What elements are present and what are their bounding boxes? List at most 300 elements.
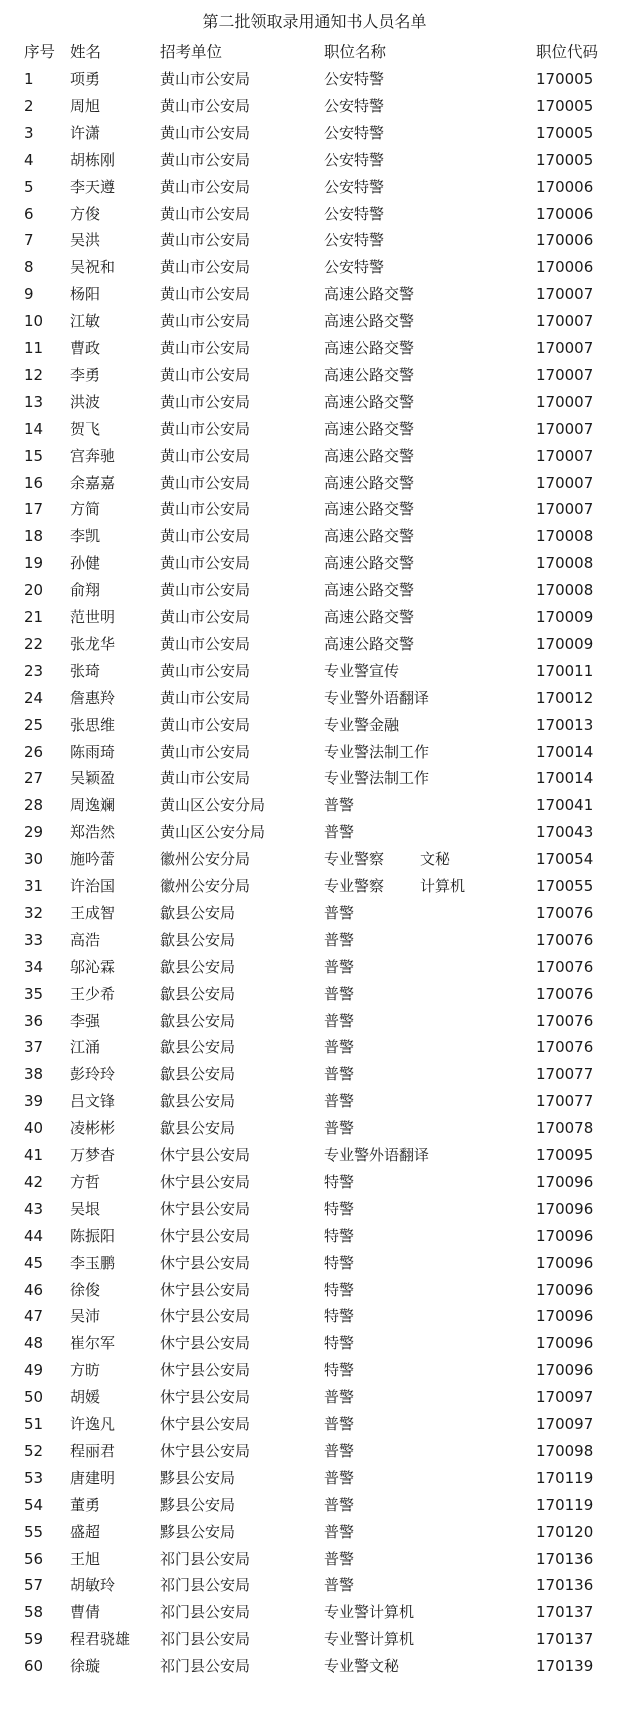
row-position: 特警 (324, 1226, 355, 1245)
row-unit: 休宁县公安局 (160, 1415, 251, 1433)
row-unit: 休宁县公安局 (160, 1388, 251, 1407)
row-name: 许治国 (70, 877, 116, 895)
row-unit: 黄山市公安局 (160, 742, 251, 761)
table-row (0, 982, 629, 1009)
row-index: 3 (24, 123, 34, 142)
table-row (0, 1573, 629, 1600)
row-name: 吴垠 (70, 1199, 101, 1218)
row-code: 170006 (536, 204, 594, 223)
row-unit: 黄山市公安局 (160, 500, 251, 519)
table-row (0, 578, 629, 605)
row-name: 范世明 (70, 608, 116, 626)
row-position: 特警 (324, 1253, 355, 1272)
row-index: 22 (24, 634, 44, 653)
row-unit: 祁门县公安局 (160, 1657, 251, 1676)
row-position: 专业警外语翻译 (324, 1146, 430, 1164)
row-position: 高速公路交警 (324, 634, 415, 653)
row-index: 52 (24, 1441, 44, 1460)
row-index: 2 (24, 96, 34, 115)
row-name: 施吟蕾 (70, 850, 116, 869)
row-position: 高速公路交警 (324, 527, 415, 546)
row-index: 12 (24, 365, 44, 384)
row-position: 普警 (324, 903, 355, 922)
row-code: 170077 (536, 1092, 594, 1111)
row-code: 170096 (536, 1199, 594, 1218)
row-code: 170095 (536, 1146, 594, 1164)
row-unit: 休宁县公安局 (160, 1334, 251, 1353)
row-unit: 黄山市公安局 (160, 70, 251, 88)
row-index: 53 (24, 1468, 44, 1487)
row-name: 徐俊 (70, 1280, 101, 1299)
row-index: 40 (24, 1119, 44, 1138)
table-row (0, 67, 629, 94)
table-row (0, 336, 629, 363)
row-index: 7 (24, 231, 34, 250)
row-position: 公安特警 (324, 231, 385, 250)
row-code: 170076 (536, 930, 594, 949)
row-code: 170076 (536, 903, 594, 922)
row-position: 普警 (324, 1011, 355, 1030)
row-position: 普警 (324, 1415, 355, 1433)
row-name: 杨阳 (70, 285, 101, 304)
document-title: 第二批领取录用通知书人员名单 (202, 12, 427, 31)
table-row (0, 1197, 629, 1224)
row-name: 俞翔 (70, 581, 101, 600)
row-unit: 休宁县公安局 (160, 1172, 251, 1191)
row-code: 170009 (536, 608, 594, 626)
row-position: 高速公路交警 (324, 339, 415, 357)
row-code: 170005 (536, 123, 594, 142)
row-position: 公安特警 (324, 204, 385, 223)
row-position: 普警 (324, 1468, 355, 1487)
row-code: 170009 (536, 634, 594, 653)
row-code: 170076 (536, 1038, 594, 1057)
table-row (0, 1466, 629, 1493)
row-unit: 歙县公安局 (160, 1092, 236, 1111)
row-position: 普警 (324, 1092, 355, 1111)
row-position: 专业警外语翻译 (324, 688, 430, 707)
row-code: 170007 (536, 419, 594, 438)
row-index: 19 (24, 554, 44, 573)
table-row (0, 202, 629, 229)
row-code: 170043 (536, 823, 594, 842)
table-row (0, 740, 629, 767)
row-unit: 黄山市公安局 (160, 150, 251, 169)
row-name: 吴祝和 (70, 258, 116, 277)
row-name: 吴洪 (70, 231, 101, 250)
row-index: 47 (24, 1307, 44, 1326)
row-name: 洪波 (70, 392, 101, 411)
row-code: 170137 (536, 1630, 594, 1649)
row-position: 专业警察 (324, 877, 385, 895)
row-name: 王少希 (70, 984, 116, 1003)
row-position: 专业警法制工作 (324, 742, 430, 761)
header-position: 职位名称 (324, 43, 387, 61)
row-index: 24 (24, 688, 44, 707)
row-unit: 黄山市公安局 (160, 123, 251, 142)
row-name: 胡媛 (70, 1388, 101, 1407)
row-code: 170119 (536, 1468, 594, 1487)
table-row (0, 847, 629, 874)
row-name: 李强 (70, 1011, 101, 1030)
row-unit: 黄山市公安局 (160, 688, 251, 707)
row-name: 江敏 (70, 312, 101, 331)
row-name: 李凯 (70, 527, 101, 546)
row-position: 特警 (324, 1361, 355, 1380)
row-name: 胡栋刚 (70, 150, 116, 169)
row-position: 高速公路交警 (324, 392, 415, 411)
row-code: 170041 (536, 796, 594, 815)
table-row (0, 444, 629, 471)
row-index: 26 (24, 742, 44, 761)
row-name: 吴颖盈 (70, 769, 116, 788)
row-code: 170054 (536, 850, 594, 869)
row-unit: 黟县公安局 (160, 1495, 236, 1514)
row-position: 专业警计算机 (324, 1603, 415, 1622)
row-name: 方简 (70, 500, 101, 519)
row-index: 39 (24, 1092, 44, 1111)
table-row (0, 1170, 629, 1197)
row-unit: 休宁县公安局 (160, 1253, 251, 1272)
row-position: 高速公路交警 (324, 446, 415, 465)
row-code: 170137 (536, 1603, 594, 1622)
row-name: 余嘉嘉 (70, 473, 116, 492)
row-index: 60 (24, 1657, 44, 1676)
row-name: 宫奔驰 (70, 446, 116, 465)
row-index: 44 (24, 1226, 44, 1245)
row-unit: 黄山市公安局 (160, 634, 251, 653)
row-position: 普警 (324, 1576, 355, 1595)
row-position: 普警 (324, 1065, 355, 1084)
row-unit: 祁门县公安局 (160, 1576, 251, 1595)
row-index: 16 (24, 473, 44, 492)
row-code: 170096 (536, 1361, 594, 1380)
row-code: 170006 (536, 258, 594, 277)
row-code: 170077 (536, 1065, 594, 1084)
table-row (0, 713, 629, 740)
table-row (0, 955, 629, 982)
header-code: 职位代码 (536, 43, 599, 61)
row-name: 吕文锋 (70, 1092, 116, 1111)
row-position: 高速公路交警 (324, 500, 415, 519)
row-code: 170096 (536, 1172, 594, 1191)
row-index: 35 (24, 984, 44, 1003)
row-index: 10 (24, 312, 44, 331)
row-position: 普警 (324, 1522, 355, 1541)
table-row (0, 309, 629, 336)
row-code: 170012 (536, 688, 594, 707)
row-code: 170007 (536, 312, 594, 331)
table-row (0, 605, 629, 632)
row-unit: 黄山市公安局 (160, 527, 251, 546)
table-row (0, 1035, 629, 1062)
row-unit: 黄山市公安局 (160, 769, 251, 788)
row-name: 陈振阳 (70, 1226, 116, 1245)
row-unit: 黄山市公安局 (160, 473, 251, 492)
row-code: 170055 (536, 877, 594, 895)
row-name: 徐璇 (70, 1657, 101, 1676)
row-index: 34 (24, 957, 44, 976)
row-code: 170007 (536, 365, 594, 384)
row-index: 8 (24, 258, 34, 277)
row-unit: 黄山市公安局 (160, 608, 251, 626)
row-name: 胡敏玲 (70, 1576, 116, 1595)
row-code: 170007 (536, 446, 594, 465)
row-position: 专业警金融 (324, 715, 400, 734)
row-name: 凌彬彬 (70, 1119, 116, 1138)
row-name: 王旭 (70, 1549, 101, 1568)
row-index: 13 (24, 392, 44, 411)
row-index: 4 (24, 150, 34, 169)
row-code: 170096 (536, 1307, 594, 1326)
header-name: 姓名 (70, 43, 102, 61)
row-code: 170014 (536, 769, 594, 788)
table-row (0, 551, 629, 578)
row-code: 170096 (536, 1280, 594, 1299)
row-code: 170120 (536, 1522, 594, 1541)
row-name: 江涌 (70, 1038, 101, 1057)
row-name: 方昉 (70, 1361, 101, 1380)
row-unit: 黄山市公安局 (160, 554, 251, 573)
header-index: 序号 (24, 43, 56, 61)
row-position: 高速公路交警 (324, 554, 415, 573)
row-index: 9 (24, 285, 34, 304)
table-row (0, 390, 629, 417)
row-position: 普警 (324, 984, 355, 1003)
row-code: 170006 (536, 177, 594, 196)
row-unit: 黄山市公安局 (160, 715, 251, 734)
row-code: 170013 (536, 715, 594, 734)
row-name: 詹惠羚 (70, 688, 116, 707)
row-unit: 休宁县公安局 (160, 1199, 251, 1218)
row-position: 高速公路交警 (324, 312, 415, 331)
row-index: 23 (24, 661, 44, 680)
table-row (0, 282, 629, 309)
row-name: 程君骁雄 (70, 1630, 131, 1649)
row-code: 170096 (536, 1334, 594, 1353)
row-position: 公安特警 (324, 177, 385, 196)
row-position: 普警 (324, 1388, 355, 1407)
row-position: 专业警文秘 (324, 1657, 400, 1676)
row-unit: 歙县公安局 (160, 930, 236, 949)
row-code: 170008 (536, 581, 594, 600)
row-unit: 黄山市公安局 (160, 312, 251, 331)
table-header (0, 40, 629, 67)
row-unit: 黄山市公安局 (160, 285, 251, 304)
row-index: 58 (24, 1603, 44, 1622)
row-name: 陈雨琦 (70, 742, 116, 761)
row-name: 程丽君 (70, 1441, 116, 1460)
table-row (0, 255, 629, 282)
row-code: 170014 (536, 742, 594, 761)
row-index: 42 (24, 1172, 44, 1191)
row-position: 普警 (324, 1038, 355, 1057)
row-unit: 黄山市公安局 (160, 419, 251, 438)
header-unit: 招考单位 (160, 43, 223, 61)
row-index: 46 (24, 1280, 44, 1299)
table-row (0, 497, 629, 524)
row-index: 55 (24, 1522, 44, 1541)
row-code: 170007 (536, 392, 594, 411)
row-index: 1 (24, 70, 34, 88)
table-row (0, 1224, 629, 1251)
row-code: 170008 (536, 554, 594, 573)
row-index: 5 (24, 177, 34, 196)
row-name: 周逸斓 (70, 796, 116, 815)
row-index: 31 (24, 877, 44, 895)
row-code: 170005 (536, 96, 594, 115)
row-position: 普警 (324, 1441, 355, 1460)
table-row (0, 1089, 629, 1116)
row-unit: 歙县公安局 (160, 903, 236, 922)
table-row (0, 1627, 629, 1654)
row-unit: 歙县公安局 (160, 984, 236, 1003)
row-position: 特警 (324, 1172, 355, 1191)
row-index: 41 (24, 1146, 44, 1164)
row-code: 170007 (536, 500, 594, 519)
table-row (0, 121, 629, 148)
row-unit: 休宁县公安局 (160, 1307, 251, 1326)
row-name: 崔尔军 (70, 1334, 116, 1353)
row-unit: 黄山区公安分局 (160, 796, 266, 815)
table-row (0, 1009, 629, 1036)
row-name: 李天遵 (70, 177, 116, 196)
row-name: 曹倩 (70, 1603, 101, 1622)
row-code: 170097 (536, 1415, 594, 1433)
row-code: 170139 (536, 1657, 594, 1676)
row-name: 郑浩然 (70, 823, 116, 842)
table-row (0, 686, 629, 713)
row-unit: 歙县公安局 (160, 1065, 236, 1084)
row-unit: 黄山区公安分局 (160, 823, 266, 842)
row-position: 专业警宣传 (324, 661, 400, 680)
row-unit: 徽州公安分局 (160, 850, 251, 869)
row-index: 32 (24, 903, 44, 922)
row-unit: 休宁县公安局 (160, 1280, 251, 1299)
table-row (0, 1358, 629, 1385)
row-code: 170007 (536, 339, 594, 357)
table-row (0, 632, 629, 659)
row-code: 170098 (536, 1441, 594, 1460)
row-position-extra: 计算机 (420, 877, 466, 895)
table-row (0, 659, 629, 686)
row-index: 57 (24, 1576, 44, 1595)
row-code: 170096 (536, 1253, 594, 1272)
row-name: 董勇 (70, 1495, 101, 1514)
row-code: 170007 (536, 285, 594, 304)
row-position: 公安特警 (324, 96, 385, 115)
row-index: 25 (24, 715, 44, 734)
row-position: 公安特警 (324, 70, 385, 88)
row-index: 6 (24, 204, 34, 223)
row-index: 30 (24, 850, 44, 869)
row-unit: 歙县公安局 (160, 957, 236, 976)
row-code: 170136 (536, 1576, 594, 1595)
row-position: 专业警计算机 (324, 1630, 415, 1649)
table-row (0, 1547, 629, 1574)
row-unit: 黄山市公安局 (160, 446, 251, 465)
row-index: 17 (24, 500, 44, 519)
row-index: 27 (24, 769, 44, 788)
row-index: 38 (24, 1065, 44, 1084)
row-position: 普警 (324, 957, 355, 976)
row-index: 43 (24, 1199, 44, 1218)
row-position: 普警 (324, 823, 355, 842)
table-row (0, 228, 629, 255)
row-index: 45 (24, 1253, 44, 1272)
row-position: 普警 (324, 930, 355, 949)
row-index: 50 (24, 1388, 44, 1407)
row-unit: 黄山市公安局 (160, 581, 251, 600)
row-unit: 黟县公安局 (160, 1468, 236, 1487)
table-row (0, 1385, 629, 1412)
row-index: 21 (24, 608, 44, 626)
row-unit: 休宁县公安局 (160, 1441, 251, 1460)
row-unit: 黟县公安局 (160, 1522, 236, 1541)
table-row (0, 874, 629, 901)
row-code: 170097 (536, 1388, 594, 1407)
row-name: 吴沛 (70, 1307, 101, 1326)
row-position: 特警 (324, 1280, 355, 1299)
table-row (0, 1116, 629, 1143)
row-position: 特警 (324, 1334, 355, 1353)
row-position: 公安特警 (324, 258, 385, 277)
row-name: 万梦杳 (70, 1146, 116, 1164)
table-row (0, 1143, 629, 1170)
row-unit: 祁门县公安局 (160, 1630, 251, 1649)
table-row (0, 1331, 629, 1358)
row-index: 28 (24, 796, 44, 815)
row-name: 方哲 (70, 1172, 101, 1191)
row-position: 特警 (324, 1199, 355, 1218)
row-position: 普警 (324, 1495, 355, 1514)
row-index: 18 (24, 527, 44, 546)
table-row (0, 417, 629, 444)
row-unit: 歙县公安局 (160, 1119, 236, 1138)
row-position: 普警 (324, 796, 355, 815)
row-unit: 歙县公安局 (160, 1011, 236, 1030)
row-index: 49 (24, 1361, 44, 1380)
row-unit: 黄山市公安局 (160, 258, 251, 277)
row-code: 170076 (536, 957, 594, 976)
row-index: 37 (24, 1038, 44, 1057)
row-code: 170005 (536, 70, 594, 88)
row-position: 专业警法制工作 (324, 769, 430, 788)
row-name: 项勇 (70, 70, 101, 88)
row-code: 170008 (536, 527, 594, 546)
row-unit: 黄山市公安局 (160, 177, 251, 196)
row-name: 邬沁霖 (70, 957, 116, 976)
row-position-extra: 文秘 (420, 850, 451, 869)
row-index: 54 (24, 1495, 44, 1514)
table-row (0, 820, 629, 847)
row-code: 170076 (536, 1011, 594, 1030)
row-position: 普警 (324, 1119, 355, 1138)
row-name: 周旭 (70, 96, 101, 115)
row-index: 29 (24, 823, 44, 842)
row-name: 彭玲玲 (70, 1065, 116, 1084)
row-name: 许潇 (70, 123, 101, 142)
row-unit: 休宁县公安局 (160, 1146, 251, 1164)
row-index: 11 (24, 339, 44, 357)
row-name: 盛超 (70, 1522, 101, 1541)
row-unit: 休宁县公安局 (160, 1361, 251, 1380)
table-row (0, 1493, 629, 1520)
row-index: 15 (24, 446, 44, 465)
row-unit: 祁门县公安局 (160, 1549, 251, 1568)
table-row (0, 1412, 629, 1439)
row-unit: 歙县公安局 (160, 1038, 236, 1057)
